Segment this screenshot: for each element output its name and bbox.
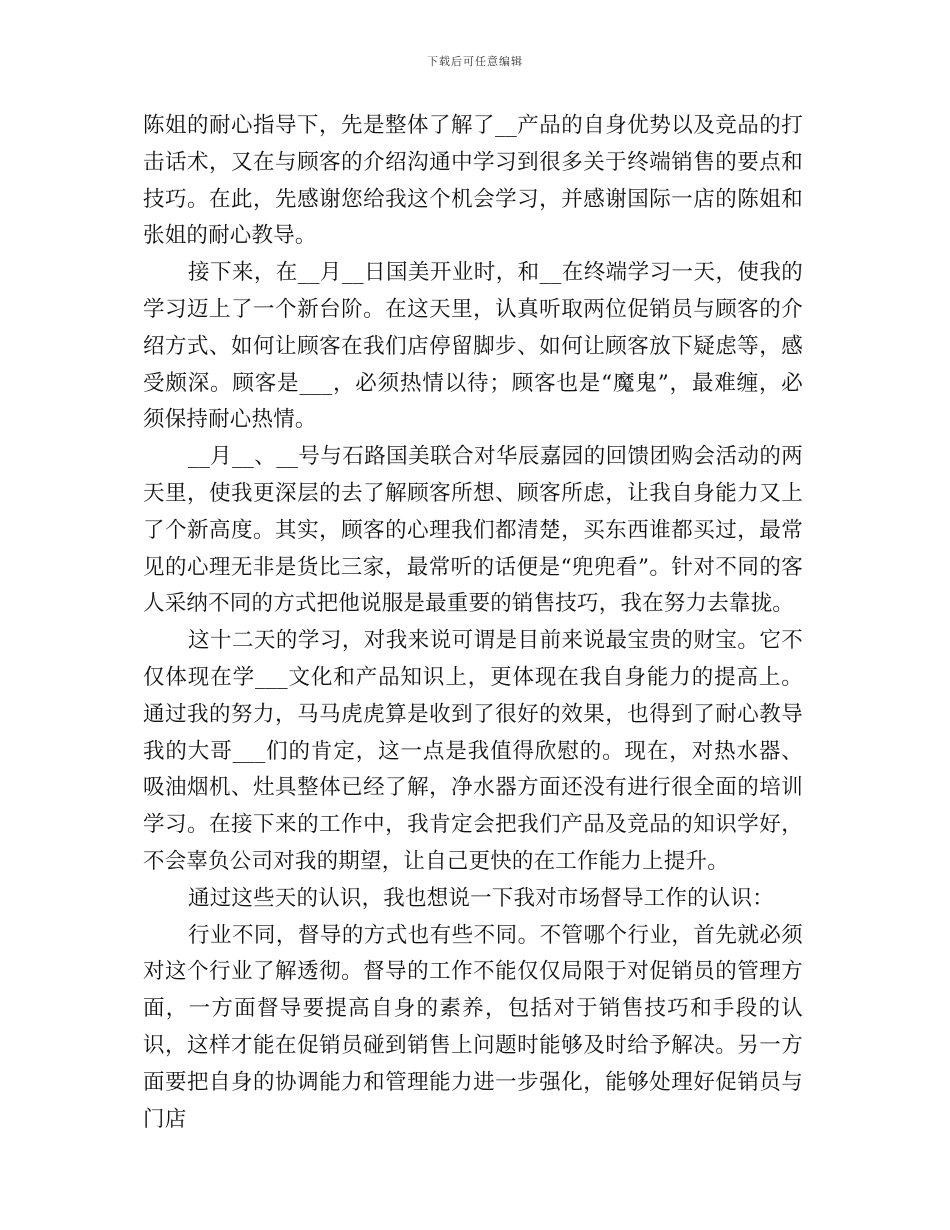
paragraph-2: 接下来，在__月__日国美开业时，和__在终端学习一天，使我的学习迈上了一个新台阶。在这天里，认真听取两位促销员与顾客的介绍方式、如何让顾客在我们店停留脚步、如何让顾客放下疑虑等，感受颇深。顾客是___，必须热情以待；顾客也是“魔鬼”，最难缠，必须保持耐心热情。 <box>143 260 803 433</box>
paragraph-6: 行业不同，督导的方式也有些不同。不管哪个行业，首先就必须对这个行业了解透彻。督导的工作不能仅仅局限于对促销员的管理方面，一方面督导要提高自身的素养，包括对于销售技巧和手段的认识，这样才能在促销员碰到销售上问题时能够及时给予解决。另一方面要把自身的协调能力和管理能力进一步强化，能够处理好促销员与门店 <box>143 922 803 1132</box>
paragraph-4: 这十二天的学习，对我来说可谓是目前来说最宝贵的财宝。它不仅体现在学___文化和产品知识上，更体现在我自身能力的提高上。通过我的努力，马马虎虎算是收到了很好的效果，也得到了耐心教导我的大哥___们的肯定，这一点是我值得欣慰的。现在，对热水器、吸油烟机、灶具整体已经了解，净水器方面还没有进行很全面的培训学习。在接下来的工作中，我肯定会把我们产品及竞品的知识学好，不会辜负公司对我的期望，让自己更快的在工作能力上提升。 <box>143 628 803 874</box>
paragraph-1: 陈姐的耐心指导下，先是整体了解了__产品的自身优势以及竞品的打击话术，又在与顾客的介绍沟通中学习到很多关于终端销售的要点和技巧。在此，先感谢您给我这个机会学习，并感谢国际一店的陈姐和张姐的耐心教导。 <box>143 113 803 249</box>
document-body <box>143 108 803 1138</box>
paragraph-3: __月__、__号与石路国美联合对华辰嘉园的回馈团购会活动的两天里，使我更深层的去了解顾客所想、顾客所虑，让我自身能力又上了个新高度。其实，顾客的心理我们都清楚，买东西谁都买过，最常见的心理无非是货比三家，最常听的话便是“兜兜看”。针对不同的客人采纳不同的方式把他说服是最重要的销售技巧，我在努力去靠拢。 <box>143 444 803 617</box>
page-header: 下载后可任意编辑 <box>427 55 523 68</box>
paragraph-5: 通过这些天的认识，我也想说一下我对市场督导工作的认识： <box>188 885 774 911</box>
